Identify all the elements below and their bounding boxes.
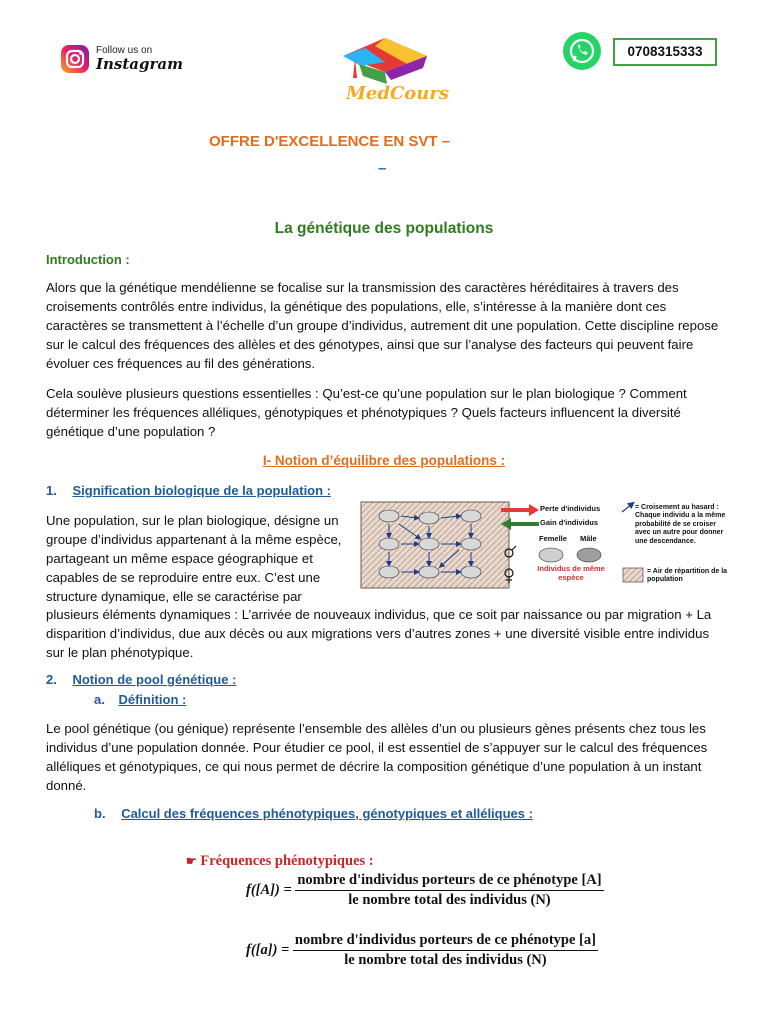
hand-pointer-icon: ☛	[186, 854, 197, 868]
section-1-title: I- Notion d’équilibre des populations :	[262, 453, 506, 468]
subsection-1-number: 1.	[46, 483, 57, 498]
gain-label: Gain d'individus	[540, 518, 599, 527]
population-figure	[359, 498, 729, 594]
population-paragraph-left: Une population, sur le plan biologique, désigne un groupe d’individus appartenant à la même espèce, partageant un même espace géographique et capables de se reproduire entre eux. C’est une structure dynamique, elle se caractérise par	[46, 513, 342, 604]
instagram-icon	[60, 44, 90, 74]
area-legend: = Air de répartition de la population	[647, 568, 728, 584]
subsection-2-number: 2.	[46, 672, 57, 687]
subsection-2b-number: b.	[94, 806, 106, 821]
formula-f-A-left: f([A]) =	[246, 882, 292, 898]
formula-f-A	[246, 872, 604, 909]
whatsapp-icon[interactable]	[563, 32, 601, 70]
population-paragraph-full: plusieurs éléments dynamiques : L’arrivée de nouveaux individus, que ce soit par naissance ou par migration + La disparition d’individus, due aux décès ou aux migrations vers d’autres zones + une diversité visible entre individus sur le plan phénotypique.	[46, 607, 712, 660]
offer-title: OFFRE D'EXCELLENCE EN SVT –	[209, 133, 451, 150]
formula-f-a-denominator: le nombre total des individus (N)	[344, 952, 547, 968]
formula-f-A-numerator: nombre d'individus porteurs de ce phénotype [A]	[295, 872, 603, 891]
loss-label: Perte d'individus	[540, 504, 601, 513]
female-label: Femelle	[539, 534, 567, 543]
male-label: Mâle	[580, 534, 597, 543]
instagram-brand-text: Instagram	[96, 55, 183, 73]
subsection-2b-title: Calcul des fréquences phénotypiques, génotypiques et alléliques :	[121, 806, 533, 821]
offer-dash: –	[378, 160, 387, 177]
subsection-1-title: Signification biologique de la population :	[72, 483, 332, 498]
subsection-2-title: Notion de pool génétique :	[72, 672, 237, 687]
formula-heading	[186, 853, 374, 870]
subsection-1-heading	[46, 483, 331, 498]
formula-f-a-left: f([a]) =	[246, 942, 290, 958]
formula-f-A-denominator: le nombre total des individus (N)	[348, 892, 551, 908]
pool-paragraph: Le pool génétique (ou génique) représente l’ensemble des allèles d’un ou plusieurs gènes présents chez tous les individus d’une population donnée. Pour étudier ce pool, il est essentiel de s’appuyer sur le calcul des fréquences alléliques et génotypiques, ce qui nous permet de décrire la composition génétique d’une population à un instant donné.	[46, 721, 708, 793]
subsection-2a-number: a.	[94, 692, 105, 707]
species-label: Individus de même espèce	[537, 564, 605, 582]
instagram-follow-text: Follow us on	[96, 45, 153, 56]
formula-heading-text: Fréquences phénotypiques :	[200, 853, 374, 869]
formula-f-a-numerator: nombre d'individus porteurs de ce phénotype [a]	[293, 932, 598, 951]
document-title: La génétique des populations	[274, 220, 494, 237]
subsection-2b-heading	[94, 806, 533, 821]
phone-number-box[interactable]	[613, 38, 717, 66]
subsection-2-heading	[46, 672, 236, 687]
intro-paragraph-1: Alors que la génétique mendélienne se focalise sur la transmission des caractères héréditaires à travers des croisements contrôlés entre individus, la génétique des populations, elle, s’intéresse à la manière dont ces caractères se transmettent à l’échelle d’un groupe d’individus, autrement dit une population. Cette discipline repose sur le calcul des fréquences des allèles et des génotypes, ainsi que sur l’analyse des facteurs qui peuvent faire évoluer ces fréquences au fil des générations.	[46, 280, 719, 371]
bird-grid	[379, 510, 481, 578]
subsection-2a-heading	[94, 692, 186, 707]
crossing-legend: = Croisement au hasard : Chaque individu a la même probabilité de se croiser avec un autre pour donner une descendance.	[635, 504, 726, 545]
subsection-2a-title: Définition :	[118, 692, 187, 707]
intro-heading: Introduction :	[46, 252, 130, 267]
phone-number: 0708315333	[627, 44, 703, 59]
formula-f-A-fraction	[295, 872, 603, 909]
phone-glyph-icon	[563, 32, 601, 70]
graduation-cap-logo-icon	[335, 34, 435, 86]
medcours-logo	[335, 34, 449, 106]
medcours-logo-text: MedCours	[346, 83, 449, 104]
formula-f-a	[246, 932, 598, 969]
instagram-badge[interactable]	[60, 44, 183, 76]
formula-f-a-fraction	[293, 932, 598, 969]
intro-paragraph-2: Cela soulève plusieurs questions essentielles : Qu’est-ce qu’une population sur le plan biologique ? Comment déterminer les fréquences alléliques, génotypiques et phénotypiques ? Quels facteurs influencent la diversité génétique d’une population ?	[46, 386, 687, 439]
